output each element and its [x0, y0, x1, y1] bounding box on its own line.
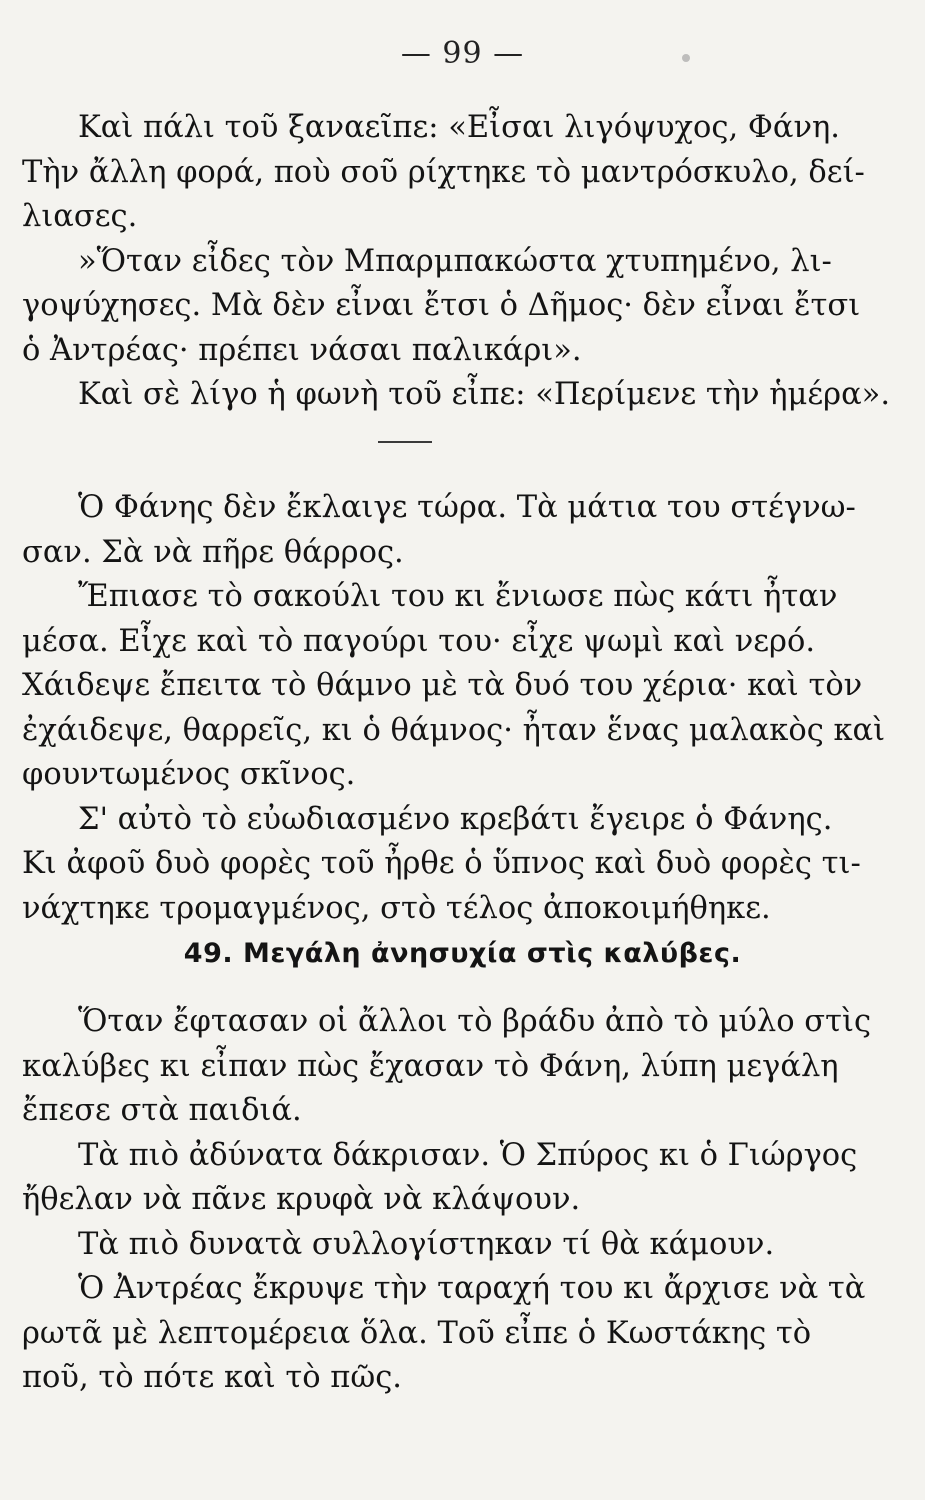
text-line: Καὶ πάλι τοῦ ξαναεῖπε: «Εἶσαι λιγόψυχος, Φάνη. [78, 110, 840, 145]
text-line: ἐχάιδεψε, θαρρεῖς, κι ὁ θάμνος· ἦταν ἕνας μαλακὸς καὶ [22, 712, 886, 748]
paragraph-block-2 [22, 486, 886, 931]
text-line: ρωτᾶ μὲ λεπτομέρεια ὅλα. Τοῦ εἶπε ὁ Κωστάκης τὸ [22, 1315, 812, 1351]
text-line: ποῦ, τὸ πότε καὶ τὸ πῶς. [22, 1360, 402, 1395]
text-line: Ἔπιασε τὸ σακούλι του κι ἔνιωσε πὼς κάτι ἦταν [78, 579, 838, 614]
paragraph-block-1 [22, 106, 891, 418]
text-line: ἔπεσε στὰ παιδιά. [22, 1093, 302, 1128]
text-line: Ὅταν ἔφτασαν οἱ ἄλλοι τὸ βράδυ ἀπὸ τὸ μύλο στὶς [78, 1004, 872, 1039]
text-line: Τὰ πιὸ ἀδύνατα δάκρισαν. Ὁ Σπύρος κι ὁ Γιώργος [78, 1137, 858, 1173]
text-line: ἤθελαν νὰ πᾶνε κρυφὰ νὰ κλάψουν. [22, 1182, 581, 1217]
text-line: Ὁ Φάνης δὲν ἔκλαιγε τώρα. Τὰ μάτια του στέγνω- [78, 490, 856, 525]
text-line: Τὰ πιὸ δυνατὰ συλλογίστηκαν τί θὰ κάμουν. [78, 1226, 775, 1262]
text-line: σαν. Σὰ νὰ πῆρε θάρρος. [22, 534, 404, 570]
text-line: Καὶ σὲ λίγο ἡ φωνὴ τοῦ εἶπε: «Περίμενε τὴν ἡμέρα». [78, 377, 891, 412]
text-line: γοψύχησες. Μὰ δὲν εἶναι ἔτσι ὁ Δῆμος· δὲν εἶναι ἔτσι [22, 288, 861, 323]
section-heading: 49. Μεγάλη ἀνησυχία στὶς καλύβες. [183, 938, 742, 969]
text-line: »Ὅταν εἶδες τὸν Μπαρμπακώστα χτυπημένο, λι- [78, 243, 832, 279]
paragraph-block-3 [22, 1000, 872, 1401]
page-number: — 99 — [400, 36, 525, 71]
ink-speck [682, 54, 690, 62]
text-line: Χάιδεψε ἔπειτα τὸ θάμνο μὲ τὰ δυό του χέρια· καὶ τὸν [22, 668, 863, 703]
text-line: ὁ Ἀντρέας· πρέπει νάσαι παλικάρι». [22, 332, 582, 368]
section-separator [378, 441, 432, 443]
text-line: Σ' αὐτὸ τὸ εὐωδιασμένο κρεβάτι ἔγειρε ὁ Φάνης. [78, 801, 833, 837]
text-line: Τὴν ἄλλη φορά, ποὺ σοῦ ρίχτηκε τὸ μαντρόσκυλο, δεί- [22, 154, 865, 190]
text-line: Κι ἀφοῦ δυὸ φορὲς τοῦ ἦρθε ὁ ὕπνος καὶ δυὸ φορὲς τι- [22, 846, 861, 881]
text-line: φουντωμένος σκῖνος. [22, 757, 356, 792]
text-line: μέσα. Εἶχε καὶ τὸ παγούρι του· εἶχε ψωμὶ καὶ νερό. [22, 623, 816, 659]
text-line: νάχτηκε τρομαγμένος, στὸ τέλος ἀποκοιμήθηκε. [22, 890, 771, 926]
text-line: λιασες. [22, 199, 138, 234]
text-line: Ὁ Ἀντρέας ἔκρυψε τὴν ταραχή του κι ἄρχισε νὰ τὰ [78, 1271, 866, 1306]
text-line: καλύβες κι εἶπαν πὼς ἔχασαν τὸ Φάνη, λύπη μεγάλη [22, 1048, 839, 1084]
